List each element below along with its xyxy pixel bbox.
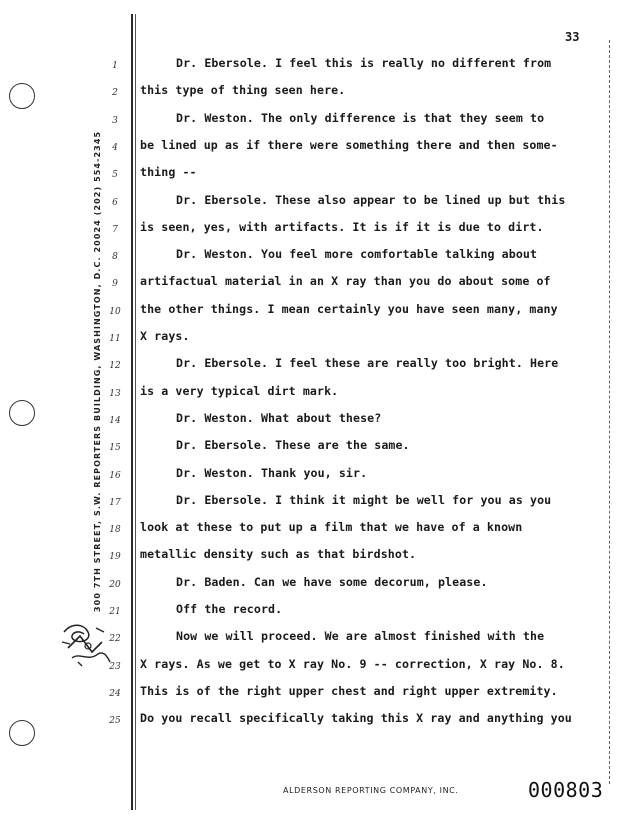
line-number: 21 [109,607,121,617]
binder-hole-middle [9,400,35,426]
transcript-line: Dr. Weston. You feel more comfortable talking about [176,247,538,262]
transcript-line: Off the record. [176,602,283,616]
line-number: 3 [112,115,118,126]
line-number: 13 [109,388,121,399]
line-number: 10 [109,306,121,317]
transcript-line: Dr. Ebersole. I feel these are really too bright. Here [176,356,559,371]
line-number: 6 [112,197,118,208]
transcript-line: look at these to put up a film that we have of a known [140,520,523,535]
binder-hole-bottom [9,720,35,746]
binder-hole-top [9,83,35,109]
line-number: 12 [109,361,121,372]
line-number: 11 [109,334,121,344]
line-number: 23 [109,661,121,672]
transcript-line: Dr. Weston. The only difference is that they seem to [176,110,545,125]
transcript-line: Dr. Weston. Thank you, sir. [176,465,368,480]
transcript-line: thing -- [140,165,197,180]
line-number: 18 [109,525,121,536]
document-control-number: 000803 [528,778,604,802]
transcript-line: artifactual material in an X ray than you do about some of [140,274,551,289]
line-number: 8 [112,252,118,263]
line-number: 17 [109,497,121,508]
line-number: 2 [112,88,118,99]
line-number: 20 [109,579,121,590]
line-number: 16 [109,470,121,481]
transcript-line: X rays. [140,329,190,343]
reporting-company-name: ALDERSON REPORTING COMPANY, INC. [283,786,459,795]
transcript-line: Now we will proceed. We are almost finished with the [176,629,545,644]
line-number: 19 [109,552,121,563]
line-number: 1 [112,61,118,71]
transcript-line: Dr. Ebersole. I think it might be well for you as you [176,492,552,507]
transcript-line: Dr. Ebersole. I feel this is really no different from [176,56,552,70]
reporter-address-vertical: 300 7TH STREET, S.W. REPORTERS BUILDING, WASHINGTON, D.C. 20024 (202) 554-2345 [93,130,102,612]
transcript-line: is seen, yes, with artifacts. It is if it is due to dirt. [140,219,544,234]
line-number: 15 [109,443,121,454]
left-margin-rule-inner [135,14,136,810]
transcript-line: the other things. I mean certainly you have seen many, many [140,301,558,316]
page-number: 33 [565,30,580,44]
line-number: 7 [112,224,118,235]
line-number: 24 [109,688,121,699]
line-number: 25 [109,716,121,727]
transcript-line: Dr. Baden. Can we have some decorum, please. [176,574,488,589]
line-number: 4 [112,142,118,153]
transcript-line: X rays. As we get to X ray No. 9 -- correction, X ray No. 8. [140,656,565,671]
line-number: 14 [109,415,121,426]
right-margin-rule [609,40,610,784]
transcript-line: is a very typical dirt mark. [140,383,339,398]
transcript-line: metallic density such as that birdshot. [140,547,417,562]
line-number: 22 [109,634,121,645]
transcript-line: Do you recall specifically taking this X ray and anything you [140,711,572,726]
line-number: 5 [112,170,118,181]
stamp-mark-icon [58,618,114,668]
left-margin-rule [131,14,133,810]
transcript-line: Dr. Ebersole. These are the same. [176,438,410,453]
transcript-line: Dr. Ebersole. These also appear to be lined up but this [176,192,566,207]
transcript-line: be lined up as if there were something there and then some- [140,137,558,152]
line-number: 9 [112,279,118,290]
transcript-line: this type of thing seen here. [140,83,346,98]
transcript-line: Dr. Weston. What about these? [176,410,382,425]
transcript-line: This is of the right upper chest and right upper extremity. [140,683,558,698]
